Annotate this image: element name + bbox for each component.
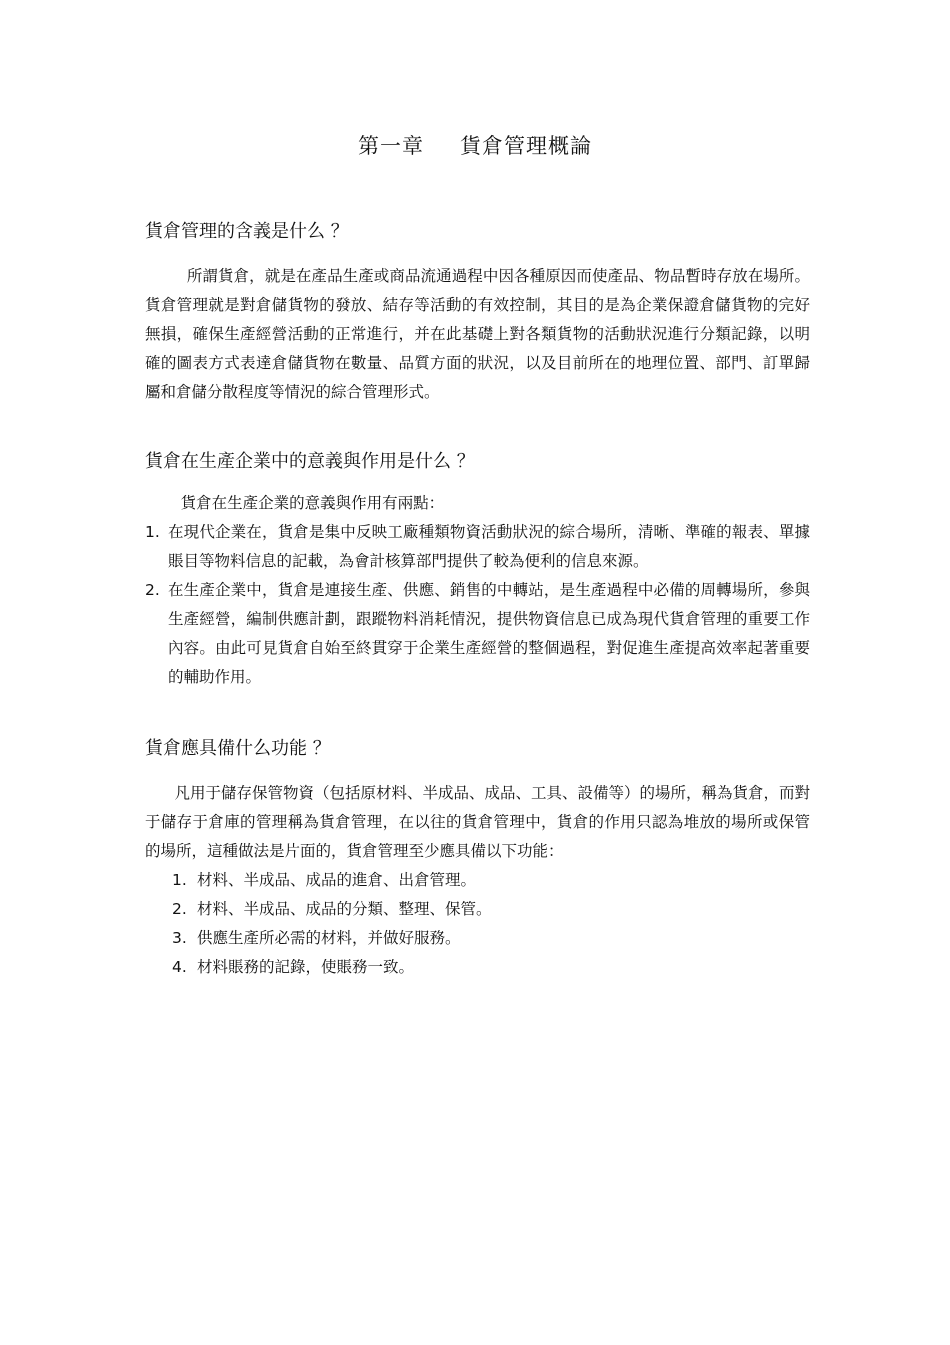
section-functions [145,734,810,982]
list-text: 材料、半成品、成品的進倉、出倉管理。 [197,871,477,889]
significance-list [145,518,810,692]
list-item [145,576,810,692]
list-number: 4. [172,958,187,976]
list-text: 材料、半成品、成品的分類、整理、保管。 [197,900,492,918]
section-significance [145,447,810,692]
section-heading: 貨倉管理的含義是什么 ？ [145,221,349,242]
list-item [145,895,810,924]
list-number: 2. [172,900,187,918]
list-item [145,518,810,576]
section-paragraph: 凡用于儲存保管物資（包括原材料、半成品、成品、工具、設備等）的場所，稱為貨倉，而對于儲存于倉庫的管理稱為貨倉管理，在以往的貨倉管理中，貨倉的作用只認為堆放的場所或保管的場所，這種做法是片面的，貨倉管理至少應具備以下功能： [145,784,810,860]
section-intro: 貨倉在生產企業的意義與作用有兩點： [180,494,445,512]
functions-list [145,866,810,982]
list-text: 在現代企業在，貨倉是集中反映工廠種類物資活動狀況的綜合場所，清晰、準確的報表、單據賬目等物料信息的記載，為會計核算部門提供了較為便利的信息來源。 [168,523,810,570]
list-item [145,953,810,982]
list-item [145,866,810,895]
list-number: 2. [145,581,160,599]
chapter-title [0,130,950,162]
list-text: 在生產企業中，貨倉是連接生產、供應、銷售的中轉站，是生產過程中必備的周轉場所，參與生產經營，編制供應計劃，跟蹤物料消耗情況，提供物資信息已成為現代貨倉管理的重要工作內容。由此可見貨倉自始至終貫穿于企業生產經營的整個過程，對促進生產提高效率起著重要的輔助作用。 [168,581,810,686]
section-heading: 貨倉在生產企業中的意義與作用是什么 ？ [145,451,475,472]
list-text: 供應生產所必需的材料，并做好服務。 [197,929,461,947]
list-number: 3. [172,929,187,947]
list-text: 材料賬務的記錄，使賬務一致。 [197,958,415,976]
section-meaning [145,217,810,407]
list-number: 1. [145,523,160,541]
list-number: 1. [172,871,187,889]
section-heading: 貨倉應具備什么功能 ？ [145,738,331,759]
list-item [145,924,810,953]
chapter-name: 貨倉管理概論 [460,134,592,158]
chapter-number: 第一章 [358,134,424,158]
section-paragraph: 所謂貨倉，就是在產品生產或商品流通過程中因各種原因而使產品、物品暫時存放在場所。貨倉管理就是對倉儲貨物的發放、結存等活動的有效控制，其目的是為企業保證倉儲貨物的完好無損，確保生產經營活動的正常進行，并在此基礎上對各類貨物的活動狀況進行分類記錄，以明確的圖表方式表達倉儲貨物在數量、品質方面的狀況，以及目前所在的地理位置、部門、訂單歸屬和倉儲分散程度等情況的綜合管理形式。 [145,267,810,401]
